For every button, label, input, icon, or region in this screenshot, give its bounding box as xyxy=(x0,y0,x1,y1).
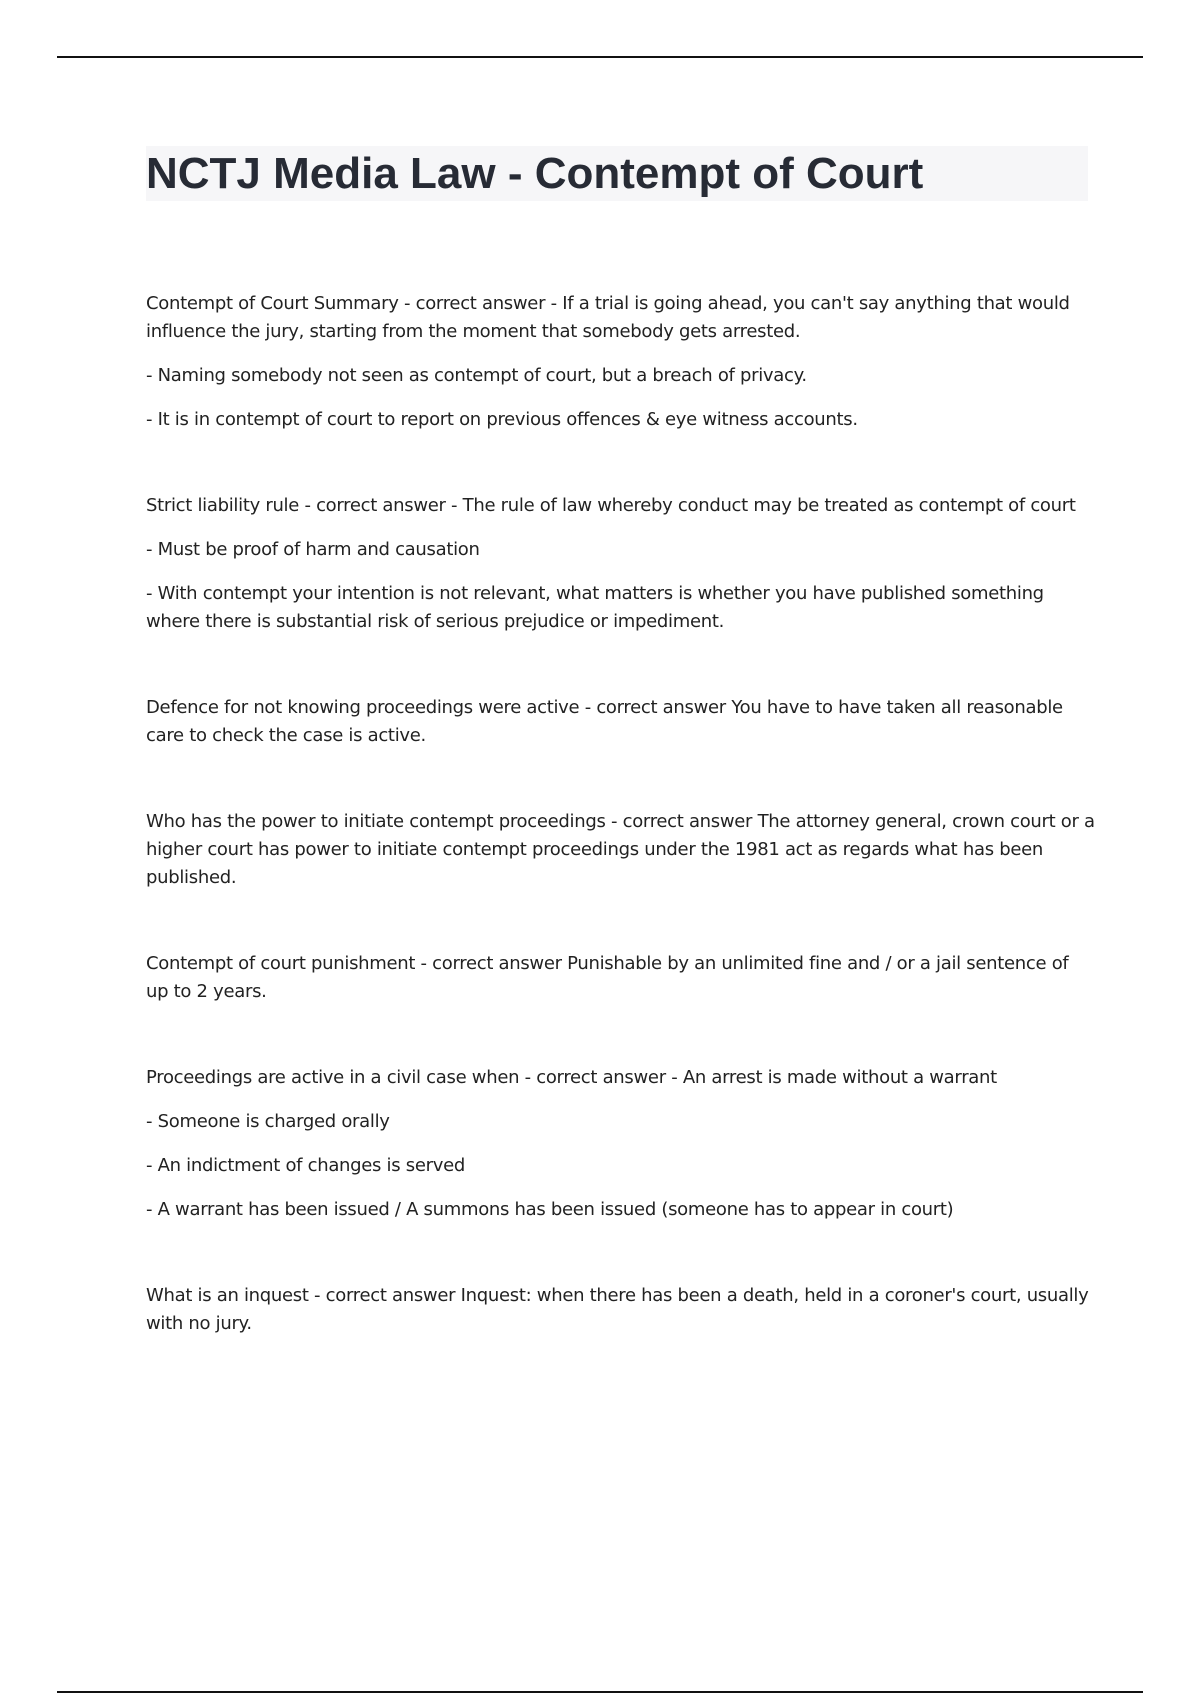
page-title: NCTJ Media Law - Contempt of Court xyxy=(146,149,924,198)
entry-paragraph: Contempt of court punishment - correct answer Punishable by an unlimited fine and / or a jail sentence of up to 2 years. xyxy=(146,953,1069,1002)
entry-paragraph: - Naming somebody not seen as contempt of court, but a breach of privacy. xyxy=(146,365,807,386)
entry-defence-not-knowing xyxy=(146,694,1096,750)
entry-proceedings-active xyxy=(146,1064,1096,1224)
entry-paragraph: - Someone is charged orally xyxy=(146,1111,390,1132)
entry-paragraph: - Must be proof of harm and causation xyxy=(146,539,480,560)
entry-strict-liability xyxy=(146,492,1096,636)
entry-inquest xyxy=(146,1282,1096,1338)
entry-paragraph: Proceedings are active in a civil case when - correct answer - An arrest is made without a warrant xyxy=(146,1067,997,1088)
entry-paragraph: - A warrant has been issued / A summons has been issued (someone has to appear in court) xyxy=(146,1199,954,1220)
entry-paragraph: Defence for not knowing proceedings were active - correct answer You have to have taken all reasonable care to check the case is active. xyxy=(146,697,1063,746)
entry-paragraph: Who has the power to initiate contempt proceedings - correct answer The attorney general, crown court or a higher court has power to initiate contempt proceedings under the 1981 act as regards what has been published. xyxy=(146,811,1095,888)
document-body xyxy=(146,290,1096,1396)
entry-paragraph: What is an inquest - correct answer Inquest: when there has been a death, held in a coroner's court, usually with no jury. xyxy=(146,1285,1089,1334)
entry-paragraph: Strict liability rule - correct answer - The rule of law whereby conduct may be treated as contempt of court xyxy=(146,495,1076,516)
entry-paragraph: Contempt of Court Summary - correct answer - If a trial is going ahead, you can't say anything that would influence the jury, starting from the moment that somebody gets arrested. xyxy=(146,293,1070,342)
bottom-divider xyxy=(57,1691,1143,1693)
entry-contempt-summary xyxy=(146,290,1096,434)
entry-punishment xyxy=(146,950,1096,1006)
entry-paragraph: - An indictment of changes is served xyxy=(146,1155,465,1176)
title-banner xyxy=(146,146,1088,201)
entry-paragraph: - It is in contempt of court to report on previous offences & eye witness accounts. xyxy=(146,409,858,430)
entry-paragraph: - With contempt your intention is not relevant, what matters is whether you have published something where there is substantial risk of serious prejudice or impediment. xyxy=(146,583,1044,632)
top-divider xyxy=(57,56,1143,58)
entry-power-to-initiate xyxy=(146,808,1096,892)
